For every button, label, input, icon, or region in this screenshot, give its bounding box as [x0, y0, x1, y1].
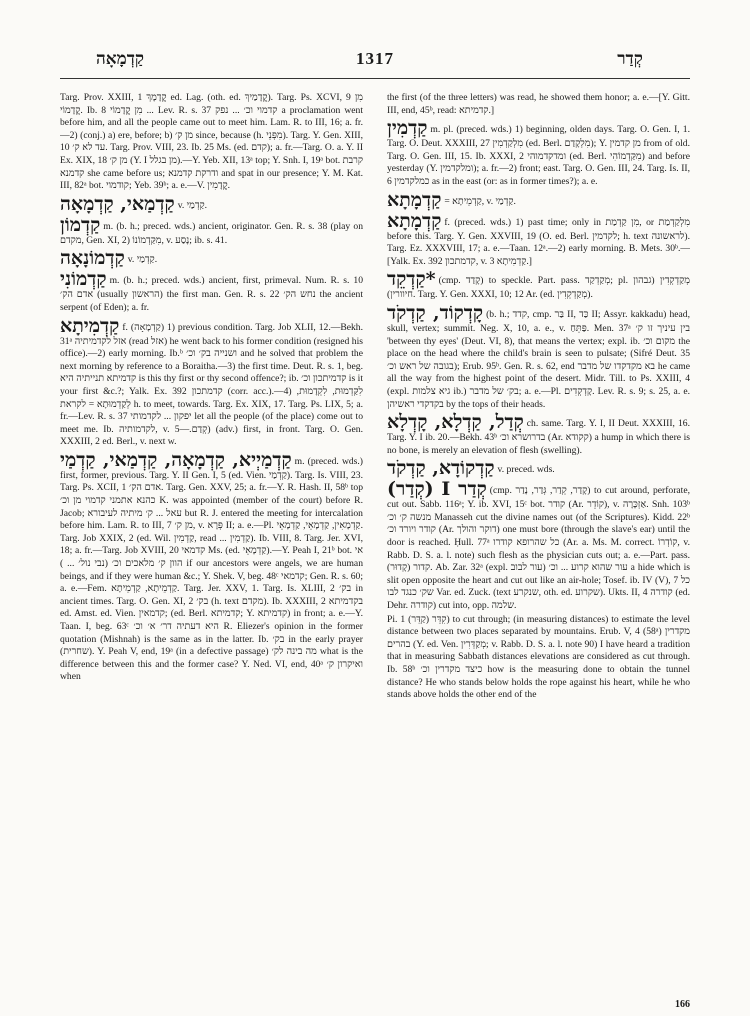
entry-headword: *קַדְקֵד: [387, 268, 436, 291]
entry-definition: f. (קַדְמָאָה) 1) previous condition. Targ. Job XLII, 12.—Bekh. 31ᵃ אזל לקדמיתיה (read אזל) he went back to his former condition (resigned his office).—2) early morning. Ib.ᵇ ושנייה בק׳ וכ׳ and he solved that problem the next morning by reference to a Boraitha.—3) the first time. Deut. R. s. 1, beg. קדמיתא תנייתיה היא is this thy first or thy second offence?; ib. קדמיתכון וכ׳ is it your first &c.?; Yalk. Ex. 392 קדמתכון (corr. acc.).—4) לִקַּדְמוּת, לִקְדָמוּת, לְקַדְמוּתָא = לקראת h. to meet, towards. Targ. Ex. XIX, 17. Targ. Ps. LIX, 5; a. fr.—Lev. R. s. 37 יפקון ... לקדמותי let all the people (of the place) come out to meet me. Ib. לקדמותיה, v. קְדַם.—5) (adv.) first, in front. Targ. O. Gen. XXXIII, 2 ed. Berl., v. next w.: [60, 321, 363, 448]
entry-headword: קַדְמַאי, קַדְמָאָה: [60, 192, 175, 215]
entry-headword: קָדְקוֹד, קַדְקֹד: [387, 301, 484, 324]
dictionary-entry: [387, 92, 690, 117]
header-rule: [60, 78, 690, 79]
dictionary-entry: [387, 458, 690, 478]
entry-definition: m. pl. (preced. wds.) 1) beginning, olden days. Targ. O. Gen. I, 1. Targ. O. Deut. XXXIII, 27 מִלְקַדְמִין (ed. Berl. מִלְקָדַם); Y. מן קדמין from of old. Targ. O. Gen. III, 15. Ib. XXXI, 2 ומדקדמוהי (ed. Berl. מִקַּדְמוֹהִי) and before yesterday (Y. ומלקדמין); a. fr.—2) front; east. Targ. O. Gen. III, 24. Targ. Is. II, 6 כמלקדמין as in the east (or: as in former times?); a. e.: [387, 124, 690, 187]
entry-definition: (cmp. קָדַר, קְדַר, גְּדַר, נָדַר) to cut around, perforate, cut out. Sabb. 116ᵃ; Y. ib. XVI, 15ᶜ bot. קודר (Ar. קוֹדֵר), v. אַזְכָּרָה. Snh. 103ᵇ מנשה ק׳ וכ׳ Manasseh cut the divine names out (of the Scriptures). Kidd. 22ᵇ קודר ויורד וכ׳ (Ar. דוקר והולך) one must bore (through the slave's ear) until the door is reached. Ḥull. 77ᵃ כל שהרופא קודרו (Ar. a. Ms. M. correct. קוֹדְרוֹ, v. Rabb. D. S. a. l. note) such flesh as the physician cuts out; a. e.—Part. pass. קדור (קָדוּר). Ab. Zar. 32ᵃ (expl. עור לבוב) עור שהוא קרוע ... וכ׳ a hide which is slit open opposite the heart and cut out like an air-hole; Tosef. ib. IV (V), 7 כל שק׳ כנגד לבו Var. ed. Zuck. (text שנקרע, oth. ed. שקרוע). Ukts. II, 4 קודרה (ed. Dehr. קודרה) cut into, opp. שלמה.: [387, 485, 690, 612]
header-left-catchword: קַדְמָאָה: [95, 49, 145, 69]
entry-definition: v. קַדְמַי.: [127, 254, 158, 266]
left-column: [60, 92, 363, 992]
entry-headword: קְדַל, קַדְלָא, קָדְלָא: [387, 411, 524, 434]
entry-definition: Pi. קִדֵּר (קַדֵּר) 1) to cut through; (in measuring distances) to estimate the level distance between two places separated by mountains. Erub. V, 4 (58ᵃ) מקדרין בהרים (Y. ed. Ven. מְקַדְּרִין; v. Rabb. D. S. a. l. note 90) I have heard a tradition that in measuring Sabbath distances elevations are considered as cut through. Ib. 58ᵇ כיצד מקדרין וכ׳ how is the measuring done to obtain the tunnel distance? He who stands below holds the rope against his heart, while he who stands above holds the other end of the: [387, 613, 690, 701]
dictionary-entry: [387, 118, 690, 188]
dictionary-entry: [387, 211, 690, 269]
entry-definition: the first (of the three letters) was read, he showed them honor; a. e.—[Y. Gitt. III, end, 45ᵇ, read: קדמיתא.]: [387, 92, 690, 116]
entry-headword: קַדְמוֹן: [60, 213, 101, 236]
entry-headword: קַדְמוֹנָאָה: [60, 247, 125, 270]
entry-definition: m. (b. h.; preced. wds.) ancient, first, primeval. Num. R. s. 10 אדם הק׳ (usually הראשון) the first man. Gen. R. s. 22 נחש הק׳ the ancient serpent (of Eden); a. fr.: [60, 275, 363, 313]
entry-definition: (b. h.; קדד, cmp. בַּר II, כַּד II; Assyr. kakkadu) head, skull, vertex; summit. Neg. X, 10, a. e., v. פַּתֵּחַ. Men. 37ᵃ בין עיניך זו ק׳ 'between thy eyes' (Deut. VI, 8), that means the vertex; expl. ib. מקום וכ׳ the place on the head where the child's brain is seen to pulsate; (Sifré Deut. 35 בגובה של ראש וכ׳); Erub. 95ᵇ. Gen. R. s. 62, end בא מקדקדו של מדבר he came all the way from the highest point of the desert. Midr. Till. to Ps. XXIII, 4 (expl. גיא צלמות ib.) בק׳ של מדבר; a. e.—Pl. קָדְקְדִים. Lev. R. s. 9; s. 25, a. e. בקדקדי ראשיהן by the tops of their heads.: [387, 308, 690, 410]
entry-headword: קַדְמִין: [387, 117, 428, 140]
dictionary-entry: [60, 316, 363, 449]
entry-definition: ch. same. Targ. Y. I, II Deut. XXXIII, 16. Targ. Y. I ib. 20.—Bekh. 43ᵇ בדרושרא וכ׳ (Ar. קקודא) a hump in which there is no bone, is merely an elevation of flesh (swelling).: [387, 418, 690, 456]
entry-definition: m. (preced. wds.) first, former, previous. Targ. Y. II Gen. I, 5 (ed. Vien. קַדְמַי). Targ. Is. VIII, 23. Targ. Ps. XCII, 1 אדם הק׳. Targ. Gen. XXV, 25; a. fr.—Y. R. Hash. II, 58ᵇ top כהנא אתמני קדמוי מן וכ׳ K. was appointed (member of the court) before R. Jacob; עאל ... ק׳ מיתיה לעיבורא but R. J. entered the meeting for intercalation before him. Lam. R. to III, 7 מן ק׳, v. פְּרָא II; a. e.—Pl. קַדְמָאִין, קַדְמָאֵי, קַדְמָאֵי. Targ. Job XXIX, 2 (ed. Wil. קַדְמִין, read ... קַדְמִין). Ib. VIII, 8. Targ. Jer. XVI, 18; a. fr.—Targ. Job XVIII, 20 קדמאי Ms. (ed. קַדְמָאֵי).—Y. Peah I, 21ᵇ bot. אי הוון ק׳ מלאכים וכ׳ (נבי נול׳ ... ) if our ancestors were angels, we are human beings, and if they were human &c.; Y. Shek. V, beg. 48ᶜ קדמאי; Gen. R. s. 60; a. e.—Fem. קַדְמֵיתָא, קַדְמֵיתָא. Targ. Jer. XXV, 1. Targ. Is. XLIII, 2 בק׳ in ancient times. Targ. O. Gen. XI, 2 בק׳ (h. text מקדם). Ib. XXXIII, 2 בקדמיתא ed. Amst. ed. Vien. קדמאין; (ed. Berl. קדמיתא; Y. קדמיתא) in front; a. e.—Y. Taan. I, beg. 63ᶜ היא דעתיה דר׳ א׳ וכ׳ R. Eliezer's opinion in the former quotation (Mishnah) is the same as in the latter. Ib. בק׳ in the early prayer (שחרית). Y. Peah V, end, 19ᵃ (in a defective passage) מה בינה לק׳ what is the difference between this and the former case? Y. Ned. VI, end, 40ᵃ ואיקרון ק׳ when: [60, 455, 363, 683]
page-body: [60, 92, 690, 992]
entry-definition: (cmp. קָדַד) to speckle. Part. pass. מְקַדְקַד; pl. מְקַדְקְדִין (גבהון חיוורין). Targ. Y. Gen. XXXI, 10; 12 Ar. (ed. מְקַדְקְדִין).: [387, 275, 690, 301]
dictionary-entry: [60, 215, 363, 248]
dictionary-entry: [60, 269, 363, 314]
entry-definition: f. (preced. wds.) 1) past time; only in מִן קַדְמַת, or מִלְקַדְמַת before this. Targ. Y. Gen. XXVIII, 19 (O. ed. Berl. לקדמין; h. text לראשונה). Targ. Ez. XXXVIII, 17; a. e.—Taan. 12ᵃ.—2) early morning. B. Mets. 30ᵇ.—[Yalk. Ex. 392 קדמתכון, v. קַדְמִיתָא 3.]: [387, 216, 690, 267]
page-number: 1317: [356, 49, 394, 68]
entry-headword: קַדְמָתָא: [387, 188, 442, 211]
dictionary-entry: [60, 450, 363, 684]
entry-headword: קַדְקוֹדָא, קַדְקֹד: [387, 457, 495, 480]
entry-definition: = קַדְמֵיתָא, v. קַדְמַי.: [444, 195, 516, 207]
entry-definition: v. preced. wds.: [497, 464, 555, 476]
entry-headword: קַדְמוֹנִי: [60, 268, 107, 291]
running-header: [60, 44, 690, 74]
entry-headword: קַדְמָתָא: [387, 209, 442, 232]
entry-definition: v. קַדְמַי.: [177, 199, 208, 211]
dictionary-entry: [60, 194, 363, 214]
dictionary-entry: [387, 269, 690, 302]
dictionary-entry: [60, 92, 363, 193]
right-column: [387, 92, 690, 992]
entry-definition: Targ. Prov. XXIII, 1 קֳדָמָךְ ed. Lag. (oth. ed. קֳדָמַיךְ). Targ. Ps. XCVI, 9 מִן קֳדָמוֹי. Ib. 8 מִן קֳדָמוֹי ... Lev. R. s. 37 קדמוי וכ׳ ... נפק a proclamation went before him, and all the people came out to meet him. Lam. R. to III, 16; a. fr.—2) (conj.) a) ere, before; b) מן ק׳ since, because (h. מִפְּנֵי). Targ. Y. Gen. XIII, 10 עד לא ק׳. Targ. Prov. VIII, 23. Ib. 25 Ms. (ed. קדם); a. fr.—Targ. O. a. Y. II Ex. XIX, 18 מן ק׳ (Y. I מן בגלל).—Y. Yeb. XII, 13ᵃ top; Y. Snh. I, 19ᵃ bot. קרבת קדמנא she came before us; ודרקת קדמנא and spat in our presence; Y. M. Kat. III, 82ᵃ bot. קודמוי; Yeb. 39ᵇ; a. e.—V. קֳדָמִין.: [60, 92, 363, 192]
dictionary-entry: [387, 412, 690, 457]
entry-headword: קַדְמַיְיא, קַדְמָאָה, קַדְמַאי, קַדְמַי: [60, 448, 292, 471]
dictionary-entry: [387, 190, 690, 210]
entry-headword: קַדְמִיתָא: [60, 314, 120, 337]
entry-headword: קְדַר I (קְדַר): [387, 478, 487, 501]
signature-number: 166: [675, 999, 690, 1010]
header-right-catchword: קְדַר: [617, 49, 643, 69]
dictionary-entry: [387, 614, 690, 702]
dictionary-entry: [387, 479, 690, 612]
dictionary-entry: [387, 303, 690, 411]
dictionary-entry: [60, 248, 363, 268]
entry-definition: m. (b. h.; preced. wds.) ancient, originator. Gen. R. s. 38 (play on מקדם, Gen. XI, 2) מִקַּדְמוֹנוֹ, v. נָסַע; ib. s. 41.: [60, 220, 363, 246]
